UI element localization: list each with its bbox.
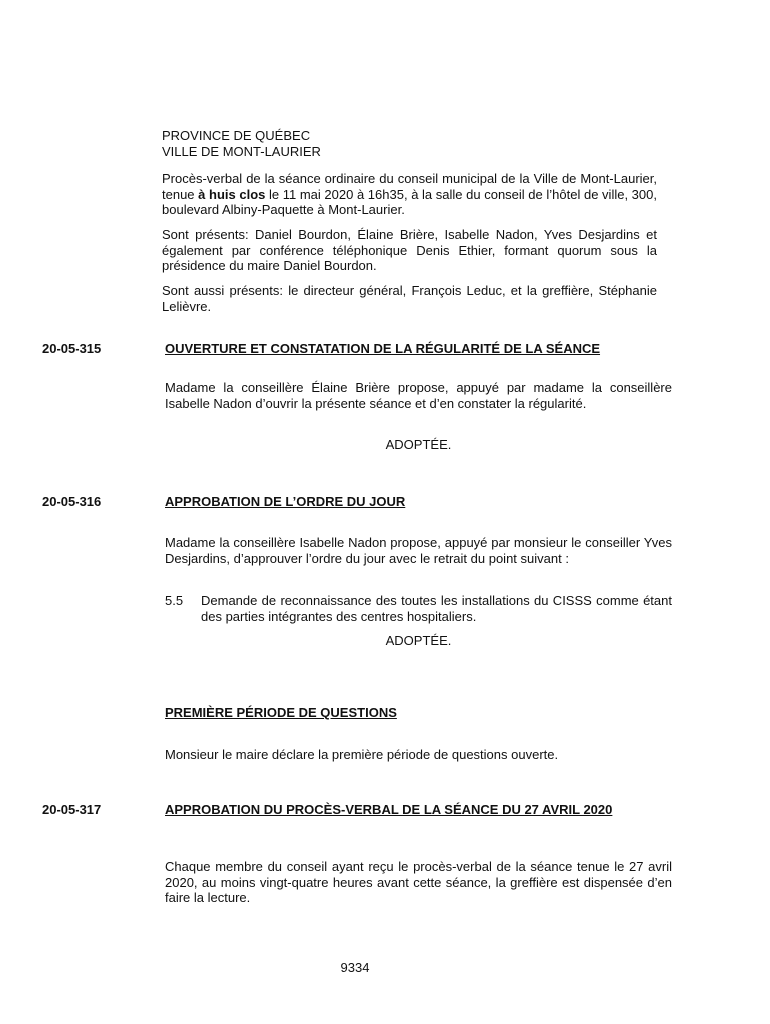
adopted-label: ADOPTÉE. bbox=[385, 633, 452, 648]
resolution-body: Chaque membre du conseil ayant reçu le procès-verbal de la séance tenue le 27 avril 2020, au moins vingt-quatre heures avant cette séance, la greffière est dispensée d’en faire la lecture. bbox=[165, 859, 672, 905]
resolution-body: Madame la conseillère Élaine Brière propose, appuyé par madame la conseillère Isabelle Nadon d’ouvrir la présente séance et d’en constater la régularité. bbox=[165, 380, 672, 411]
resolution-number: 20-05-316 bbox=[42, 494, 102, 509]
section-title: PREMIÈRE PÉRIODE DE QUESTIONS bbox=[165, 705, 397, 720]
resolution-body: Madame la conseillère Isabelle Nadon propose, appuyé par monsieur le conseiller Yves Desjardins, d’approuver l’ordre du jour avec le retrait du point suivant : bbox=[165, 535, 672, 566]
intro-huis-clos: à huis clos bbox=[198, 186, 266, 202]
presents-paragraph: Sont présents: Daniel Bourdon, Élaine Brière, Isabelle Nadon, Yves Desjardins et également par conférence téléphonique Denis Ethier, formant quorum sous la présidence du maire Daniel Bourdon. bbox=[162, 227, 657, 273]
page-number: 9334 bbox=[340, 960, 370, 975]
section-title: OUVERTURE ET CONSTATATION DE LA RÉGULARITÉ DE LA SÉANCE bbox=[165, 341, 601, 356]
intro-text-start: Procès-verbal de la séance ordinaire du conseil municipal de la Ville de Mont-Laurier, tenue bbox=[162, 171, 657, 202]
ville-label: VILLE DE MONT-LAURIER bbox=[162, 144, 321, 159]
adopted-label: ADOPTÉE. bbox=[385, 437, 452, 452]
item-number: 5.5 bbox=[165, 593, 184, 608]
also-present-paragraph: Sont aussi présents: le directeur général, François Leduc, et la greffière, Stéphanie Lelièvre. bbox=[162, 283, 657, 314]
section-title: APPROBATION DE L’ORDRE DU JOUR bbox=[165, 494, 406, 509]
resolution-number: 20-05-317 bbox=[42, 802, 102, 817]
province-label: PROVINCE DE QUÉBEC bbox=[162, 128, 311, 143]
resolution-number: 20-05-315 bbox=[42, 341, 102, 356]
section-body: Monsieur le maire déclare la première période de questions ouverte. bbox=[165, 747, 559, 762]
item-text: Demande de reconnaissance des toutes les installations du CISSS comme étant des parties intégrantes des centres hospitaliers. bbox=[201, 593, 672, 624]
section-title: APPROBATION DU PROCÈS-VERBAL DE LA SÉANCE DU 27 AVRIL 2020 bbox=[165, 802, 613, 817]
intro-text-end: le 11 mai 2020 à 16h35, à la salle du conseil de l’hôtel de ville, 300, boulevard Albiny-Paquette à Mont-Laurier. bbox=[162, 186, 657, 217]
intro-paragraph bbox=[162, 171, 657, 218]
